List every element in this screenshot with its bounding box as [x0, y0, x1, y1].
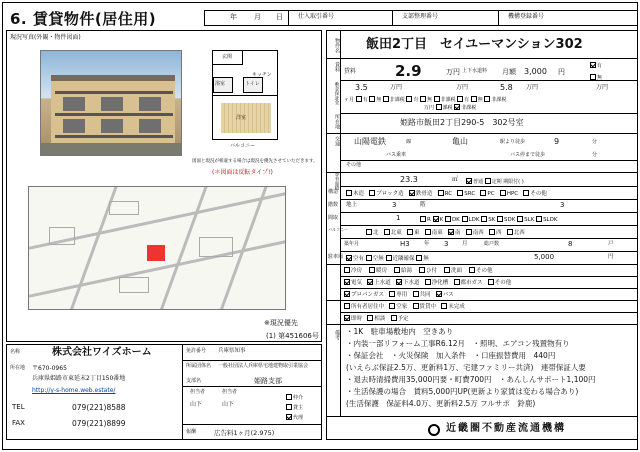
remark-6: ・生活保護の場合 賃料5,000円UP(更新より家賃は変わる場合あり): [346, 387, 579, 396]
condition-row-2[interactable]: 即時 相談 予定: [344, 315, 409, 323]
structure-options[interactable]: 木造 ブロック造 鉄骨造 RC SRC PC HPC その他: [346, 190, 547, 198]
area-map: [28, 186, 286, 310]
line-name: 山陽電鉄: [354, 137, 386, 146]
license-label: 免許番号: [186, 348, 207, 354]
bus-stop-label: バス停まで徒歩: [510, 152, 546, 158]
mgmt-yes[interactable]: 有: [590, 62, 602, 69]
rent-label: 賃料: [334, 62, 340, 72]
deposit-value: 3.5: [355, 83, 368, 92]
room-floor: 3: [560, 201, 565, 209]
parking-label: 駐車場: [328, 254, 344, 260]
direction-options[interactable]: 北 北東 東 南東 南 南西 西 北西: [366, 229, 525, 237]
remark-7: (生活保護 保証料4.0万、更新料2.5万 フルサポ 鈴鹿): [346, 399, 536, 408]
transport-label: 交通: [334, 136, 340, 146]
mgmt-unit: 円: [558, 68, 565, 76]
remark-3: ・保証会社 ・火災保険 加入条件 ・口座振替費用 440円: [346, 351, 556, 360]
built-era: H3: [400, 240, 410, 248]
structure-label: 構造: [328, 189, 339, 195]
parking-fee: 5,000: [534, 253, 555, 261]
renewal-value: 5.8: [500, 83, 513, 92]
built-month: 3: [444, 240, 449, 248]
rent-unit: 万円: [446, 68, 460, 76]
balcony-label: バルコニー: [328, 227, 348, 232]
fp-balcony: バルコニー: [230, 143, 256, 149]
mediation-1[interactable]: 仲介: [286, 394, 303, 401]
company-postal: 〒670-0965: [32, 365, 67, 372]
reg-no: (1) 第451606号: [266, 332, 319, 340]
units-label: 総戸数: [484, 241, 500, 247]
station-suffix: 駅より徒歩: [500, 139, 526, 145]
bus-min: 分: [592, 152, 598, 158]
floor-note-2: (＊図面は反転タイプ!): [212, 169, 273, 176]
property-name: 飯田2丁目 セイユーマンション302: [366, 37, 583, 52]
deposit-checks[interactable]: ヶ月 有 無 非課税 有 無 非課税 有 無 非課税: [344, 97, 507, 103]
footer-logo-icon: [428, 424, 440, 436]
fp-entrance: 玄関: [222, 54, 233, 60]
floor-plan: [212, 50, 278, 140]
mediation-3[interactable]: 代理: [286, 414, 303, 421]
mgmt-monthly: 月額: [502, 68, 516, 76]
area-unit: ㎡: [452, 176, 459, 183]
name-label: 物件名: [334, 38, 340, 53]
company-address: 兵庫県姫路市東延末2丁目150番地: [32, 375, 126, 382]
facility-row-2[interactable]: 電気 上水道 下水道 浄化槽 都市ガス その他: [344, 279, 511, 287]
page-title: 6. 賃貸物件(居住用): [10, 10, 157, 28]
built-year-unit: 年: [424, 241, 430, 247]
mediation-2[interactable]: 貸主: [286, 404, 303, 411]
map-priority: ※現況優先: [264, 319, 298, 327]
rent-value: 2.9: [395, 62, 422, 80]
fee-value: 広告料1ヶ月(2.975): [214, 429, 275, 437]
floors-above: 地上: [346, 202, 358, 208]
station-name: 亀山: [452, 137, 468, 146]
mgmt-no[interactable]: 無: [590, 74, 602, 81]
deposit-label: 敷金保証金: [334, 82, 339, 105]
assoc-value: 一般社団法人兵庫県宅地建物取引業協会: [218, 363, 309, 369]
fp-toilet: トイレ: [245, 81, 260, 87]
company-name-label: 名称: [10, 349, 21, 355]
line-suffix: 線: [406, 139, 412, 145]
remark-5: ・退去時清掃費用35,000円要・町費700円 ・あんしんサポート1,100円: [346, 375, 596, 384]
rent-prefix: 賃料: [344, 68, 357, 75]
fax-label: FAX: [12, 419, 25, 427]
units-unit: 戸: [608, 241, 614, 247]
condition-row-1[interactable]: 所有者居住中 空家 賃貸中 未完成: [344, 303, 465, 311]
date-month: 月: [254, 13, 261, 21]
company-name: 株式会社ワイズホーム: [52, 347, 152, 358]
remark-1: ・1K 駐車場敷地内 空きあり: [346, 327, 454, 336]
branch-value: 姫路支部: [254, 377, 282, 385]
units-value: 8: [568, 240, 573, 248]
area-label: 専有面積: [334, 172, 339, 190]
tel-value: 079(221)8588: [72, 403, 126, 412]
company-url[interactable]: http://y-s-home.web.estate/: [32, 387, 116, 394]
other-transport: その他: [346, 162, 362, 168]
remarks-label: 備考: [334, 330, 340, 340]
renewal-unit: 万円: [526, 84, 539, 91]
staff-label-1: 担当者: [190, 389, 206, 395]
key-money-unit: 万円: [456, 84, 469, 91]
walk-unit: 分: [592, 139, 598, 145]
staff-name-1: 山下: [190, 401, 203, 408]
layout-value: 1: [396, 214, 401, 222]
other-checks[interactable]: 万円 課税 非課税: [424, 105, 477, 111]
parking-unit: 円: [608, 254, 614, 260]
staff-name-2: 山下: [222, 401, 235, 408]
company-addr-label: 所在地: [10, 365, 26, 371]
walk-minutes: 9: [554, 137, 560, 146]
remark-4: (いえらぶ保証2.5万、更新料1万、宅建ファミリー共済) 連帯保証人要: [346, 363, 586, 372]
floor-label: 階数: [328, 202, 339, 208]
fax-value: 079(221)8899: [72, 419, 126, 428]
footer-org: 近畿圏不動産流通機構: [446, 423, 566, 434]
date-year: 年: [230, 13, 237, 21]
assoc-label: 所属団体名: [186, 363, 212, 369]
layout-label: 間取: [328, 215, 339, 221]
deposit-unit: 万円: [390, 84, 403, 91]
staff-label-2: 担当者: [222, 389, 238, 395]
fee-label: 報酬: [186, 429, 197, 435]
fp-western: 洋室: [236, 115, 247, 121]
branch-no-label: 支部整理番号: [402, 13, 439, 20]
area-value: 23.3: [400, 175, 418, 184]
contract-period[interactable]: 普通 定期 期限付( ): [466, 178, 524, 185]
floors-value: 3: [392, 201, 397, 209]
address-value: 姫路市飯田2丁目290-5 302号室: [400, 118, 524, 127]
layout-types[interactable]: R K DK LDK SK SDK SLK SLDK: [420, 216, 557, 224]
branch-label: 支部名: [186, 378, 202, 384]
facility-row-3[interactable]: プロパンガス 専用 共同 バス: [344, 291, 454, 299]
trade-no-label: 仕入取引番号: [298, 13, 335, 20]
photo-caption: 現況写真(外観・物件図面): [10, 34, 81, 41]
address-label: 所在地: [334, 114, 340, 129]
remark-2: ・内装一部リフォーム工事R6.12月 ・照明、エアコン残置物有り: [346, 339, 570, 348]
floor-note-1: 図面と現況が相違する場合は現況を優先させていただきます。: [192, 159, 318, 164]
broker-no-label: 機構登録番号: [508, 13, 545, 20]
built-month-unit: 月: [462, 241, 468, 247]
fp-kitchen: キッチン: [252, 72, 272, 78]
facility-row-1[interactable]: 冷房 暖房 給湯 ひ付 洗面 その他: [344, 267, 493, 275]
built-label: 築年月: [344, 241, 360, 247]
date-day: 日: [276, 13, 283, 21]
fp-bath: 浴室: [215, 81, 226, 87]
license-value: 兵庫県知事: [218, 348, 246, 354]
other-unit: 万円: [596, 84, 609, 91]
mgmt-value: 3,000: [524, 67, 547, 76]
parking-options[interactable]: 空有 空無 近隣確保 無: [346, 255, 429, 263]
bus-label: バス乗車: [386, 152, 407, 158]
tel-label: TEL: [12, 403, 25, 411]
mgmt-label: 上下水道料: [462, 68, 488, 74]
building-photo: [40, 50, 182, 156]
floors-unit: 階: [420, 202, 426, 208]
